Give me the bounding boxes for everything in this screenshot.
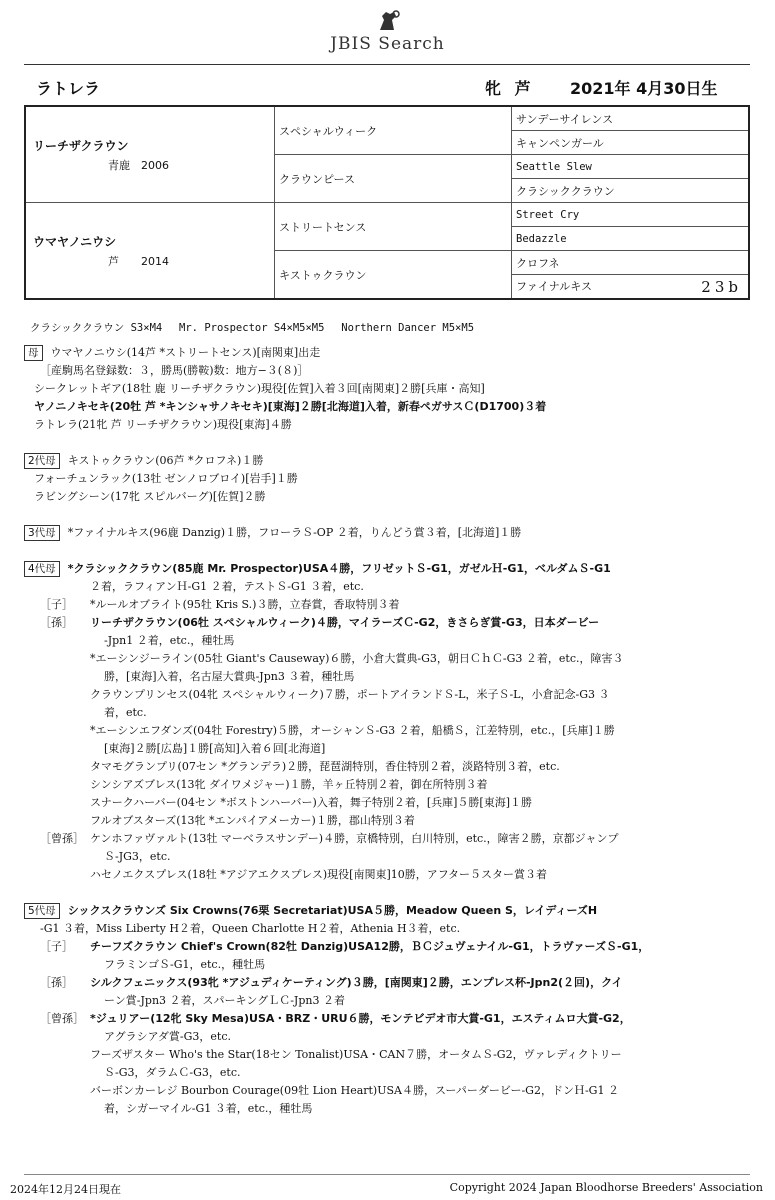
section-dam: [24, 344, 744, 434]
g5-great: Ｓ-G3，ダラムＣ-G3，etc.: [104, 1066, 241, 1079]
divider: [24, 64, 750, 65]
pedigree-gen3-last: [512, 275, 750, 300]
jbis-logo[interactable]: [0, 4, 775, 52]
dam-line: ウマヤノニウシ(14芦 *ストリートセンス)[南関東]出走: [50, 346, 321, 359]
g2-line: キストゥクラウン(06芦 *クロフネ)１勝: [67, 454, 264, 467]
g5-head-cont: -G1 ３着，Miss Liberty H２着，Queen Charlotte H２着，Athenia H３着，etc.: [40, 922, 461, 935]
g5-grand: シルクフェニックス(93牝 *アジュディケーティング)３勝，[南関東]２勝，エンプレス杯-Jpn2(２回)，クイ: [90, 976, 623, 989]
footer-date: 2024年12月24日現在: [10, 1183, 121, 1196]
g4-head-cont: ２着，ラフィアンＨ-G1 ２着，テストＳ-G1 ３着，etc.: [90, 580, 364, 593]
g4-head: *クラシッククラウン(85鹿 Mr. Prospector)USA４勝，フリゼットＳ-G1，ガゼルＨ-G1，ベルダムＳ-G1: [67, 562, 611, 575]
inbreeding-note: クラシッククラウン S3×M4 Mr. Prospector S4×M5×M5 Northern Dancer M5×M5: [30, 322, 475, 334]
pedigree-gen3[interactable]: Seattle Slew: [512, 155, 750, 179]
section-3rd-dam: [24, 524, 744, 542]
section-5th-dam: [24, 902, 744, 1118]
pedigree-sire[interactable]: [25, 106, 275, 203]
section-tag: 3代母: [24, 525, 60, 541]
pedigree-dam[interactable]: [25, 203, 275, 300]
logo-text: JBIS Search: [330, 34, 445, 54]
dam-color-year: 芦 2014: [108, 254, 169, 268]
g2-line: ラビングシーン(17牝 スピルバーグ)[佐賀]２勝: [34, 490, 266, 503]
g4-child: *ルールオブライト(95牡 Kris S.)３勝，立春賞，香取特別３着: [90, 598, 400, 611]
pedigree-gen3[interactable]: Street Cry: [512, 203, 750, 227]
footer-copyright: Copyright 2024 Japan Bloodhorse Breeders' Association: [449, 1181, 763, 1194]
family-number: 23b: [701, 277, 742, 296]
g5-great: 着，シガーマイル-G1 ３着，etc.，種牡馬: [104, 1102, 313, 1115]
sire-name: リーチザクラウン: [33, 138, 129, 153]
dam-line: ラトレラ(21牝 芦 リーチザクラウン)現役[東海]４勝: [34, 418, 292, 431]
relation-label: ［子］: [40, 598, 73, 611]
section-tag: 5代母: [24, 903, 60, 919]
g4-grand: 勝，[東海]入着，名古屋大賞典-Jpn3 ３着，種牡馬: [104, 670, 355, 683]
pedigree-gen3[interactable]: ファイナルキス: [516, 279, 593, 293]
horse-logo-icon: [376, 8, 402, 34]
g5-head: シックスクラウンズ Six Crowns(76栗 Secretariat)USA５勝，Meadow Queen S，レイディーズH: [67, 904, 598, 917]
pedigree-gen3[interactable]: クロフネ: [512, 251, 750, 275]
horse-header: [30, 76, 730, 104]
g5-great: バーボンカーレジ Bourbon Courage(09牡 Lion Heart)USA４勝，スーパーダービー-G2，ドンＨ-G1 ２: [90, 1084, 619, 1097]
pedigree-table: [24, 105, 750, 300]
g4-great: ケンホファヴァルト(13牡 マーベラスサンデー)４勝，京橋特別，白川特別，etc.，障害２勝，京都ジャンプ: [90, 832, 619, 845]
g4-grand: クラウンプリンセス(04牝 スペシャルウィーク)７勝，ポートアイランドＳ-L，米子Ｓ-L，小倉記念-G3 ３: [90, 688, 610, 701]
g5-great: フーズザスター Who's the Star(18セン Tonalist)USA・CAN７勝，オータムＳ-G2，ヴァレディクトリー: [90, 1048, 622, 1061]
g2-line: フォーチュンラック(13牡 ゼンノロブロイ)[岩手]１勝: [34, 472, 298, 485]
relation-label: ［曾孫］: [40, 832, 84, 845]
dam-line: シークレットギア(18牡 鹿 リーチザクラウン)現役[佐賀]入着３回[南関東]２勝[兵庫・高知]: [34, 382, 485, 395]
relation-label: ［孫］: [40, 616, 73, 629]
section-tag: 2代母: [24, 453, 60, 469]
g4-grand: シンシアズブレス(13牝 ダイワメジャー)１勝，羊ヶ丘特別２着，御在所特別３着: [90, 778, 488, 791]
pedigree-gen2[interactable]: キストゥクラウン: [275, 251, 512, 300]
relation-label: ［子］: [40, 940, 73, 953]
horse-birthdate: 2021年 4月30日生: [570, 79, 718, 98]
g4-grand: *エーシンエフダンズ(04牡 Forestry)５勝，オーシャンＳ-G3 ２着，船橋Ｓ，江差特別，etc.，[兵庫]１勝: [90, 724, 615, 737]
g5-great: アグラシアダ賞-G3，etc.: [104, 1030, 231, 1043]
section-tag: 4代母: [24, 561, 60, 577]
g5-child: フラミンゴＳ-G1，etc.，種牡馬: [104, 958, 266, 971]
g4-grand: -Jpn1 ２着，etc.，種牡馬: [104, 634, 235, 647]
g4-grand: 着，etc.: [104, 706, 147, 719]
g4-great: ハセノエクスプレス(18牡 *アジアエクスプレス)現役[南関東]10勝，アフター５スター賞３着: [90, 868, 547, 881]
footer-divider: [24, 1174, 750, 1175]
pedigree-gen3[interactable]: クラシッククラウン: [512, 179, 750, 203]
pedigree-gen3[interactable]: サンデーサイレンス: [512, 106, 750, 131]
dam-line: ヤノニノキセキ(20牡 芦 *キンシャサノキセキ)[東海]２勝[北海道]入着，新春ペガサスＣ(D1700)３着: [34, 400, 547, 413]
g3-line: *ファイナルキス(96鹿 Danzig)１勝，フローラＳ-OP ２着，りんどう賞３着，[北海道]１勝: [67, 526, 522, 539]
horse-name: ラトレラ: [36, 79, 101, 98]
g5-great: *ジュリアー(12牝 Sky Mesa)USA・BRZ・URU６勝，モンテビデオ市大賞-G1，エスティムロ大賞-G2，: [90, 1012, 631, 1025]
family-record: [24, 344, 744, 1136]
g4-grand: *エーシンジーライン(05牡 Giant's Causeway)６勝，小倉大賞典-G3，朝日ＣｈＣ-G3 ２着，etc.，障害３: [90, 652, 624, 665]
g4-grand: フルオブスターズ(13牝 *エンパイアメーカー)１勝，郡山特別３着: [90, 814, 415, 827]
g4-grand: タマモグランプリ(07セン *グランデラ)２勝，琵琶湖特別，香住特別２着，淡路特別３着，etc.: [90, 760, 560, 773]
dam-name: ウマヤノニウシ: [33, 234, 117, 249]
section-4th-dam: [24, 560, 744, 884]
dam-line: ［産駒馬名登録数：３，勝馬(勝鞍)数：地方−３(８)］: [40, 364, 309, 377]
relation-label: ［曾孫］: [40, 1012, 84, 1025]
sire-color-year: 青鹿 2006: [108, 158, 169, 172]
g4-grand: リーチザクラウン(06牡 スペシャルウィーク)４勝，マイラーズＣ-G2，きさらぎ賞-G3，日本ダービー: [90, 616, 600, 629]
g4-grand: スナークハーバー(04セン *ボストンハーバー)入着，舞子特別２着，[兵庫]５勝[東海]１勝: [90, 796, 532, 809]
g5-grand: ーン賞-Jpn3 ２着，スパーキングＬＣ-Jpn3 ２着: [104, 994, 345, 1007]
relation-label: ［孫］: [40, 976, 73, 989]
horse-sex-color: 牝 芦: [485, 79, 535, 98]
section-2nd-dam: [24, 452, 744, 506]
pedigree-gen2[interactable]: クラウンピース: [275, 155, 512, 203]
g5-child: チーフズクラウン Chief's Crown(82牡 Danzig)USA12勝，ＢＣジュヴェナイル-G1，トラヴァーズＳ-G1，: [90, 940, 650, 953]
g4-great: Ｓ-JG3，etc.: [104, 850, 171, 863]
g4-grand: [東海]２勝[広島]１勝[高知]入着６回[北海道]: [104, 742, 326, 755]
pedigree-gen2[interactable]: スペシャルウィーク: [275, 106, 512, 155]
section-tag: 母: [24, 345, 43, 361]
pedigree-gen3[interactable]: Bedazzle: [512, 227, 750, 251]
pedigree-gen2[interactable]: ストリートセンス: [275, 203, 512, 251]
pedigree-gen3[interactable]: キャンペンガール: [512, 131, 750, 155]
